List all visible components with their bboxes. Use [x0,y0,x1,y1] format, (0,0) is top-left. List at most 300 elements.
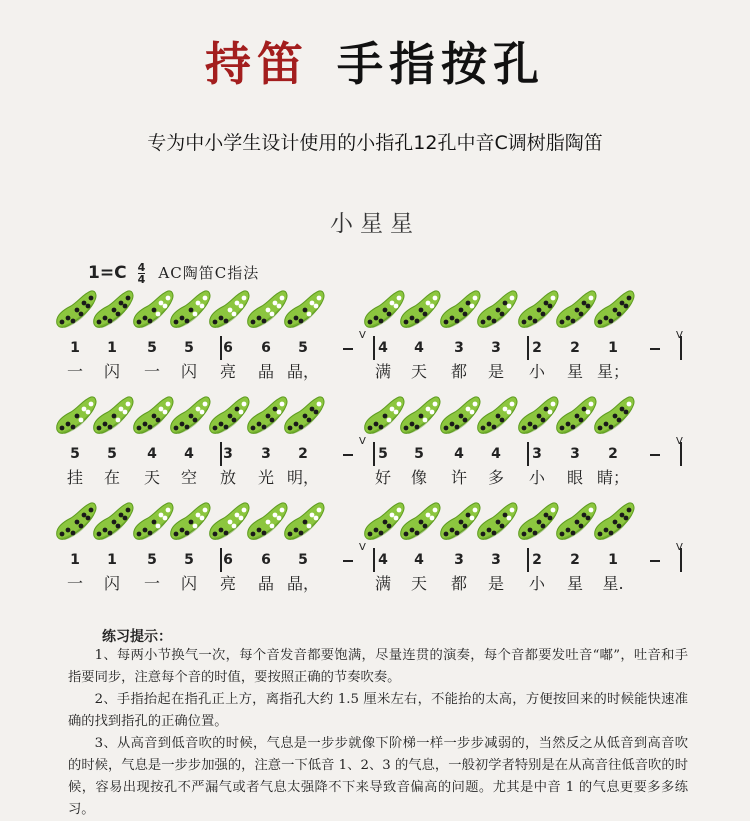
open-hole [390,301,395,306]
closed-hole [174,320,179,325]
closed-hole [137,426,142,431]
closed-hole [528,422,533,427]
ocarina-fingering-icon [474,394,518,438]
closed-hole [152,520,157,525]
closed-hole [82,301,87,306]
closed-hole [303,308,308,313]
closed-hole [148,425,153,430]
closed-hole [310,407,315,412]
closed-hole [450,422,455,427]
closed-hole [423,524,428,529]
open-hole [119,407,124,412]
open-hole [123,410,128,415]
sustain-dash [650,454,660,456]
note-number: 2 [608,446,618,462]
open-hole [232,524,237,529]
ocarina-fingering-icon [167,500,211,544]
closed-hole [251,426,256,431]
open-hole [79,418,84,423]
lyric-char: 晶， [286,362,319,381]
closed-hole [617,312,622,317]
closed-hole [620,513,625,518]
sustain-dash [343,560,353,562]
closed-hole [492,425,497,430]
open-hole [200,410,205,415]
open-hole [390,513,395,518]
closed-hole [152,414,157,419]
closed-hole [257,316,262,321]
open-hole [314,304,319,309]
open-hole [200,304,205,309]
closed-hole [492,319,497,324]
lyric-char: 天 [143,468,160,487]
closed-hole [66,528,71,533]
closed-hole [66,316,71,321]
closed-hole [97,426,102,431]
closed-hole [560,320,565,325]
lyric-char: 星 [566,574,583,593]
closed-hole [415,319,420,324]
closed-hole [500,524,505,529]
closed-hole [262,531,267,536]
closed-hole [444,320,449,325]
closed-hole [224,319,229,324]
bar-line [527,548,529,572]
closed-hole [500,418,505,423]
closed-hole [604,528,609,533]
note-number: 4 [414,552,424,568]
note-number: 2 [298,446,308,462]
closed-hole [288,426,293,431]
closed-hole [213,532,218,537]
closed-hole [466,301,471,306]
open-hole [307,524,312,529]
note-number: 5 [70,446,80,462]
lyric-char: 一 [143,574,160,593]
lyric-char: 许 [450,468,467,487]
closed-hole [613,520,618,525]
lyric-char: 都 [450,362,467,381]
closed-hole [419,414,424,419]
lyric-char: 星. [602,574,624,593]
open-hole [507,304,512,309]
closed-hole [548,516,553,521]
closed-hole [79,524,84,529]
closed-hole [450,528,455,533]
open-hole [310,301,315,306]
lyric-char: 亮 [219,362,236,381]
lyric-char: 小 [528,468,545,487]
bar-line [220,336,222,360]
closed-hole [294,528,299,533]
ocarina-fingering-icon [90,394,134,438]
open-hole [196,301,201,306]
closed-hole [533,319,538,324]
note-number: 3 [223,446,233,462]
note-number: 5 [184,552,194,568]
lyric-char: 闪 [103,574,120,593]
closed-hole [466,513,471,518]
key-label: 1=C [88,263,127,283]
closed-hole [108,319,113,324]
closed-hole [235,407,240,412]
closed-hole [103,316,108,321]
closed-hole [224,425,229,430]
closed-hole [582,301,587,306]
note-number: 2 [532,340,542,356]
closed-hole [294,316,299,321]
closed-hole [571,319,576,324]
open-hole [196,513,201,518]
ocarina-fingering-icon [474,500,518,544]
closed-hole [459,520,464,525]
closed-hole [75,414,80,419]
closed-hole [609,531,614,536]
open-hole [266,520,271,525]
lyric-char: 星； [596,362,629,381]
title-part-red: 持笛 [205,37,309,91]
note-number: 5 [147,552,157,568]
closed-hole [189,308,194,313]
closed-hole [174,426,179,431]
open-hole [239,516,244,521]
bar-line [373,336,375,360]
subtitle: 专为中小学生设计使用的小指孔12孔中音C调树脂陶笛 [147,132,603,154]
note-number: 3 [491,552,501,568]
closed-hole [609,425,614,430]
lyric-char: 闪 [103,362,120,381]
note-number: 5 [298,552,308,568]
breath-mark: V [676,330,683,341]
closed-hole [415,425,420,430]
closed-hole [586,516,591,521]
lyric-char: 光 [257,468,274,487]
ocarina-fingering-icon [397,288,441,332]
closed-hole [579,418,584,423]
note-number: 3 [454,552,464,568]
closed-hole [174,532,179,537]
lyric-char: 星 [566,362,583,381]
open-hole [228,520,233,525]
closed-hole [522,426,527,431]
closed-hole [410,422,415,427]
lyric-char: 好 [374,468,391,487]
note-number: 3 [532,446,542,462]
open-hole [156,312,161,317]
closed-hole [262,425,267,430]
closed-hole [566,316,571,321]
breath-mark: V [676,542,683,553]
lyric-char: 一 [66,574,83,593]
closed-hole [71,319,76,324]
closed-hole [193,418,198,423]
note-number: 3 [570,446,580,462]
closed-hole [617,418,622,423]
bar-line [220,548,222,572]
open-hole [390,407,395,412]
open-hole [507,516,512,521]
closed-hole [404,426,409,431]
ocarina-fingering-icon [90,288,134,332]
open-hole [193,524,198,529]
breath-mark: V [676,436,683,447]
closed-hole [116,312,121,317]
closed-hole [459,414,464,419]
open-hole [159,301,164,306]
open-hole [235,513,240,518]
note-number: 4 [491,446,501,462]
note-number: 4 [184,446,194,462]
closed-hole [307,418,312,423]
closed-hole [609,319,614,324]
closed-hole [251,320,256,325]
key-signature [88,262,259,285]
tip-item: 1、每两小节换气一次，每个音发音都要饱满，尽量连贯的演奏，每个音都要发吐音“嘟”，吐音和手指要同步，注意每个音的时值，要按照正确的节奏吹奏。 [68,648,688,685]
closed-hole [423,312,428,317]
tip-item: 3、从高音到低音吹的时候，气息是一步步就像下阶梯一样一步步减弱的，当然反之从低音到高音吹的时候，气息是一步步加强的，注意一下低音 1、2、3 的气息，一般初学者特别是在从高音往低音吹的时候，容易出现按孔不严漏气或者气息太强降不下来导致音偏高的问题。尤其是中音 1 的气息更要多多练习。 [68,736,688,817]
closed-hole [582,513,587,518]
note-number: 2 [570,552,580,568]
note-number: 4 [378,552,388,568]
open-hole [159,513,164,518]
note-number: 6 [223,340,233,356]
closed-hole [148,319,153,324]
closed-hole [444,426,449,431]
closed-hole [571,425,576,430]
lyric-char: 满 [374,574,391,593]
closed-hole [575,308,580,313]
note-number: 1 [107,340,117,356]
open-hole [239,410,244,415]
closed-hole [75,308,80,313]
open-hole [266,308,271,313]
lyric-char: 天 [410,574,427,593]
sustain-dash [343,454,353,456]
closed-hole [383,520,388,525]
closed-hole [219,422,224,427]
note-number: 4 [414,340,424,356]
open-hole [200,516,205,521]
closed-hole [213,320,218,325]
closed-hole [368,320,373,325]
open-hole [116,418,121,423]
note-number: 5 [147,340,157,356]
closed-hole [487,316,492,321]
closed-hole [419,308,424,313]
closed-hole [522,532,527,537]
closed-hole [487,422,492,427]
open-hole [426,407,431,412]
lyric-char: 眼 [566,468,583,487]
open-hole [503,407,508,412]
closed-hole [571,531,576,536]
open-hole [159,407,164,412]
closed-hole [613,414,618,419]
ocarina-fingering-icon [281,394,325,438]
closed-hole [251,532,256,537]
lyric-char: 都 [450,574,467,593]
closed-hole [496,520,501,525]
closed-hole [119,513,124,518]
closed-hole [266,414,271,419]
open-hole [270,312,275,317]
closed-hole [503,513,508,518]
open-hole [82,407,87,412]
lyric-char: 空 [180,468,197,487]
lyric-char: 晶 [257,574,274,593]
closed-hole [481,426,486,431]
lyric-char: 一 [143,362,160,381]
closed-hole [270,418,275,423]
closed-hole [374,528,379,533]
bar-line [220,442,222,466]
closed-hole [548,304,553,309]
open-hole [193,312,198,317]
closed-hole [119,301,124,306]
lyric-char: 小 [528,574,545,593]
closed-hole [299,531,304,536]
lyric-char: 闪 [180,362,197,381]
open-hole [310,513,315,518]
closed-hole [374,422,379,427]
note-number: 5 [107,446,117,462]
closed-hole [496,414,501,419]
closed-hole [459,308,464,313]
closed-hole [219,316,224,321]
closed-hole [228,414,233,419]
closed-hole [387,312,392,317]
sustain-dash [650,348,660,350]
ocarina-fingering-icon [167,288,211,332]
lyric-char: 放 [219,468,236,487]
ocarina-fingering-icon [90,500,134,544]
closed-hole [415,531,420,536]
closed-hole [541,418,546,423]
closed-hole [544,407,549,412]
closed-hole [575,414,580,419]
closed-hole [143,422,148,427]
closed-hole [487,528,492,533]
closed-hole [537,520,542,525]
note-number: 5 [378,446,388,462]
closed-hole [71,425,76,430]
closed-hole [604,422,609,427]
closed-hole [598,320,603,325]
closed-hole [492,531,497,536]
open-hole [510,296,515,301]
closed-hole [60,320,65,325]
closed-hole [148,531,153,536]
closed-hole [314,410,319,415]
open-hole [307,312,312,317]
closed-hole [123,516,128,521]
open-hole [548,410,553,415]
note-number: 6 [223,552,233,568]
closed-hole [579,524,584,529]
open-hole [423,418,428,423]
closed-hole [79,312,84,317]
ocarina-fingering-icon [281,288,325,332]
note-number: 5 [184,340,194,356]
closed-hole [604,316,609,321]
title-part-black: 手指按孔 [337,37,545,91]
closed-hole [627,508,632,513]
closed-hole [533,425,538,430]
closed-hole [463,418,468,423]
closed-hole [137,320,142,325]
open-hole [430,304,435,309]
closed-hole [219,528,224,533]
closed-hole [112,308,117,313]
note-number: 6 [261,340,271,356]
closed-hole [108,531,113,536]
closed-hole [533,531,538,536]
ocarina-fingering-icon [397,500,441,544]
open-hole [228,308,233,313]
closed-hole [116,524,121,529]
lyric-char: 多 [487,468,504,487]
lyric-char: 睛； [596,468,629,487]
open-hole [232,312,237,317]
breath-mark: V [359,542,366,553]
closed-hole [410,528,415,533]
note-number: 1 [608,552,618,568]
closed-hole [566,422,571,427]
open-hole [270,524,275,529]
closed-hole [75,520,80,525]
closed-hole [156,418,161,423]
closed-hole [143,316,148,321]
closed-hole [180,422,185,427]
closed-hole [108,425,113,430]
open-hole [156,524,161,529]
lyric-char: 一 [66,362,83,381]
note-number: 1 [107,552,117,568]
closed-hole [189,414,194,419]
note-number: 1 [70,340,80,356]
lyric-char: 亮 [219,574,236,593]
closed-hole [180,316,185,321]
closed-hole [273,407,278,412]
closed-hole [112,520,117,525]
open-hole [196,407,201,412]
closed-hole [598,532,603,537]
lyric-char: 是 [487,574,504,593]
closed-hole [213,426,218,431]
ocarina-fingering-icon [281,500,325,544]
closed-hole [288,320,293,325]
closed-hole [303,414,308,419]
closed-hole [613,308,618,313]
closed-hole [294,422,299,427]
lyric-char: 晶， [286,574,319,593]
note-number: 2 [532,552,542,568]
closed-hole [455,425,460,430]
closed-hole [463,524,468,529]
note-number: 5 [414,446,424,462]
note-number: 4 [454,446,464,462]
closed-hole [503,301,508,306]
closed-hole [560,532,565,537]
closed-hole [541,312,546,317]
closed-hole [103,422,108,427]
lyric-char: 在 [103,468,120,487]
closed-hole [103,528,108,533]
closed-hole [410,316,415,321]
closed-hole [481,532,486,537]
closed-hole [419,520,424,525]
closed-hole [185,425,190,430]
